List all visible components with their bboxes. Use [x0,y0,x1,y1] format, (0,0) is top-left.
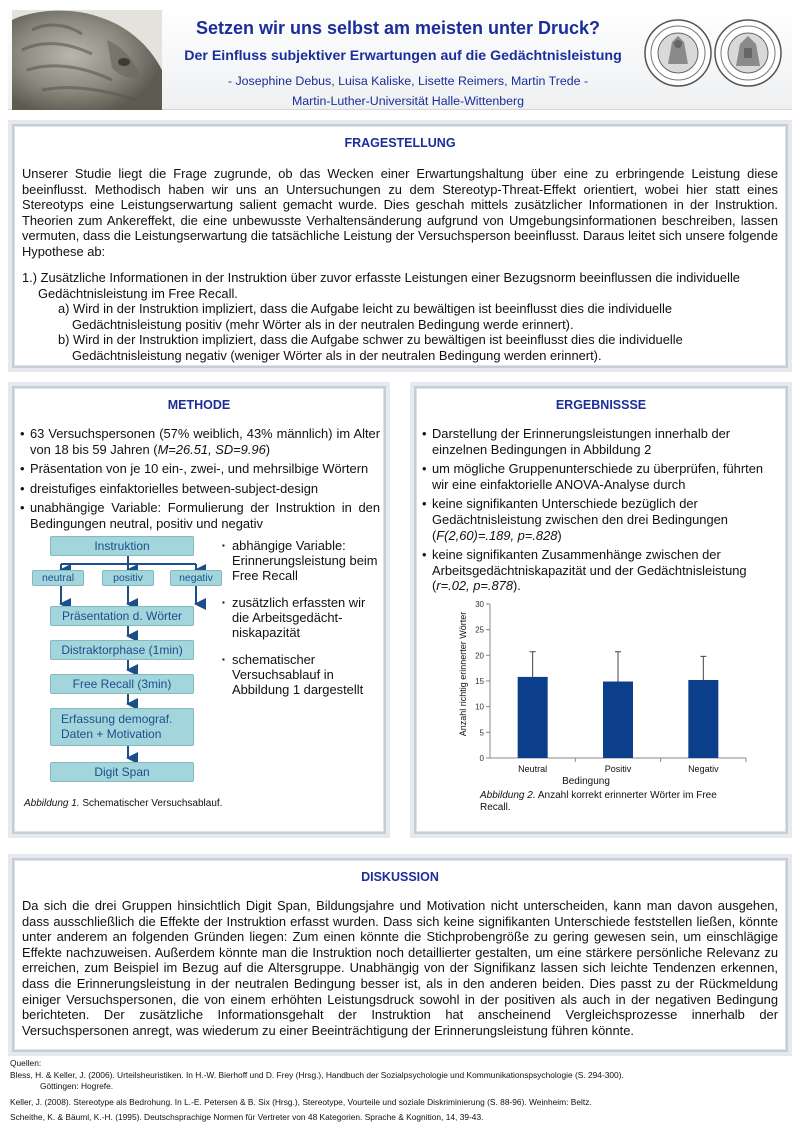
methode-bullet-participants: • 63 Versuchspersonen (57% weiblich, 43% männlich) im Alter von 18 bis 59 Jahren (M=26.51, SD=9.96) [20,426,380,457]
flow-condition-positiv: positiv [102,570,154,586]
poster-university: Martin-Luther-Universität Halle-Wittenberg [291,94,525,108]
poster-header [8,6,792,110]
chart-bar-negativ [688,680,718,758]
diskussion-text: Da sich die drei Gruppen hinsichtlich Digit Span, Bildungsjahre und Motivation nicht unterscheiden, kann man davon ausgehen, dass ausschließlich die Effekte der Instruktion erfasst wurden. Dass sich keine signifikanten Unterschiede feststellen ließen, könnte unter anderem an folgenden Gründen liegen: Zum einen könnte die Stichprobengröße zu gering gewesen sein, um einschlägige Effekte nachzuweisen. Außerdem könnte man die Instruktion noch detaillierter gestalten, um eine stärkere persönliche Relevanz zu erreichen, zum Beispiel im Bezug auf die Altersgruppe. Unabhängig von der Signifikanz lassen sich leichte Tendenzen erkennen, dass die Erinnerungsleistung in der neutralen Bedingung besser ist, als in den anderen beiden. Dies passt zu der Rückmeldung einiger Versuchspersonen, die von einem erhöhten Leistungsdruck sowohl in der positiven als auch in der negativen Bedingung berichteten. Der zusätzliche Informationsgehalt der Instruktion hat anscheinend Vergleichsprozesse innerhalb der Versuchspersonen anregt, was wiederum zu einer Beeinträchtigung der Erinnerungsleistung führen könnte. [22,898,778,1038]
chart-y-tick-label: 0 [479,754,484,763]
chart-x-tick-label: Negativ [688,764,719,774]
ergebnisse-bullet-figure: • Darstellung der Erinnerungsleistungen innerhalb der einzelnen Bedingungen in Abbildung 2 [422,426,782,457]
subhypothesis-a-line2: Gedächtnisleistung positiv (mehr Wörter als in der neutralen Bedingung werde erinnert). [72,316,574,332]
chart-y-tick-label: 10 [475,702,484,712]
reference-bless-keller: Bless, H. & Keller, J. (2006). Urteilsheuristiken. In H.-W. Bierhoff und D. Frey (Hrsg.), Handbuch der Sozialpsychologie und Kommunikationspsychologie (S. 294-300). [10,1069,624,1080]
results-bar-chart-svg [456,594,756,794]
subhypothesis-a [22,301,778,332]
university-seals-image [644,14,784,92]
seal-right-icon [715,20,781,86]
procedure-flow-diagram [41,536,214,798]
chart-x-axis-label: Bedingung [562,776,610,787]
ergebnisse-bullet-anova: • um mögliche Gruppenunterschiede zu überprüfen, führten wir eine einfaktorielle ANOVA-Analyse durch [422,461,782,492]
chart-bar-neutral [518,677,548,758]
methode-bullet-presentation: • Präsentation von je 10 ein-, zwei-, und mehrsilbige Wörtern [20,461,380,477]
hypothesis-block [22,270,778,364]
methode-section [12,386,386,834]
flow-step-instruktion: Instruktion [50,536,194,556]
ergebnisse-bullet-list [422,426,782,598]
poster-authors: - Josephine Debus, Luisa Kaliske, Lisette Reimers, Martin Trede - [227,74,589,88]
correlation-stats: r=.02, p=.878 [436,578,513,594]
subhypothesis-b-line1: b) Wird in der Instruktion impliziert, dass die Aufgabe schwer zu bewältigen ist beeinflusst dies die individuelle [58,332,683,348]
ergebnisse-bullet-no-difference: • keine signifikanten Unterschiede bezüglich der Gedächtnisleistung zwischen den drei Bedingungen (F(2,60)=.189, p=.828) [422,496,782,543]
flow-step-distraktor: Distraktorphase (1min) [50,640,194,660]
methode-side-item-schematic: ▪ schematischer Versuchsablauf in Abbildung 1 dargestellt [222,652,382,697]
flow-step-erfassung-line1: Erfassung demograf. [61,712,173,726]
references [10,1058,790,1124]
chart-y-tick-label: 30 [475,600,484,609]
fragestellung-title: FRAGESTELLUNG [344,136,456,150]
poster-subtitle: Der Einfluss subjektiver Erwartungen auf die Gedächtnisleistung [184,48,622,64]
diskussion-title: DISKUSSION [361,870,439,884]
methode-bullet-list [20,426,380,536]
reference-scheithe-baeuml: Scheithe, K. & Bäuml, K.-H. (1995). Deutschsprachige Normen für Vertreter von 48 Kategorien. Sprache & Kognition, 14, 39-43. [10,1112,484,1123]
methode-bullet-design: • dreistufiges einfaktorielles between-subject-design [20,481,380,497]
chart-bar-positiv [603,682,633,758]
hypothesis-line1: 1.) Zusätzliche Informationen in der Instruktion über zuvor erfasste Leistungen einer Bezugsnorm beeinflussen die individuelle [22,270,740,285]
results-bar-chart [456,594,756,794]
figure2-caption: Abbildung 2. Anzahl korrekt erinnerter Wörter im Free Recall. [480,790,717,813]
flow-condition-neutral: neutral [32,570,84,586]
methode-side-item-dependent-variable: ▪ abhängige Variable: Erinnerungsleistung beim Free Recall [222,538,382,583]
hypothesis-line2: Gedächtnisleistung im Free Recall. [38,285,238,301]
figure1-caption: Abbildung 1. Schematischer Versuchsablauf. [24,798,223,809]
chart-y-tick-label: 5 [479,728,484,738]
fragestellung-intro: Unserer Studie liegt die Frage zugrunde, ob das Wecken einer Erwartungshaltung über eine zu erbringende Leistung diese beeinflusst. Methodisch haben wir uns an Untersuchungen zu dem Stereotyp-Threat-Effekt orientiert, wobei hier statt eines Stereotyps eine Leistungserwartung salient gemacht wurde. Dies geschah mittels zusätzlicher Informationen in der Instruktion. Theorien zum Ankereffekt, die eine unbewusste Verhaltensänderung aufgrund von Umgebungsinformationen beschreiben, lassen vermuten, dass die Leistungserwartung die tatsächliche Leistung der Versuchsperson beeinflusst. Daraus leitet sich unsere folgende Hypothese ab: [22,166,778,259]
chart-x-tick-label: Neutral [518,764,548,774]
chart-y-tick-label: 25 [475,625,484,635]
chart-x-tick-label: Positiv [604,764,632,774]
seal-left-icon [645,20,711,86]
ergebnisse-title: ERGEBNISSSE [555,398,647,412]
flow-step-free-recall: Free Recall (3min) [50,674,194,694]
methode-participant-stats: M=26.51, SD=9.96 [157,441,266,457]
flow-step-erfassung-line2: Daten + Motivation [61,727,162,741]
subhypothesis-b [22,332,778,363]
chart-y-tick-label: 20 [475,651,484,661]
flow-step-praesentation: Präsentation d. Wörter [50,606,194,626]
lion-sculpture-image [12,10,162,110]
anova-stats: F(2,60)=.189, p=.828 [436,527,558,543]
reference-keller: Keller, J. (2008). Stereotype als Bedrohung. In L.-E. Petersen & B. Six (Hrsg.), Stereotype, Vourteile und soziale Diskriminierung (S. 88-96). Weinheim: Beltz. [10,1096,592,1107]
fragestellung-section [12,124,788,368]
flow-step-digit-span: Digit Span [50,762,194,782]
reference-bless-keller-publisher: Göttingen: Hogrefe. [40,1081,114,1092]
references-label: Quellen: [10,1058,42,1068]
chart-y-axis-label: Anzahl richtig erinnerter Wörter [458,611,468,737]
ergebnisse-section [414,386,788,834]
methode-side-list [222,538,382,709]
methode-title: METHODE [167,398,231,412]
flow-condition-negativ: negativ [170,570,222,586]
ergebnisse-bullet-no-correlation: • keine signifikanten Zusammenhänge zwischen der Arbeitsgedächtniskapazität und der Gedächtnisleistung (r=.02, p=.878). [422,547,782,594]
subhypothesis-b-line2: Gedächtnisleistung negativ (weniger Wörter als in der neutralen Bedingung werden erinnert). [72,347,602,363]
methode-side-item-working-memory: ▪ zusätzlich erfassten wir die Arbeitsgedächt-niskapazität [222,595,382,640]
flow-step-erfassung [50,708,194,746]
diskussion-section [12,858,788,1052]
subhypothesis-a-line1: a) Wird in der Instruktion impliziert, dass die Aufgabe leicht zu bewältigen ist beeinflusst dies die individuelle [58,301,673,317]
poster-title: Setzen wir uns selbst am meisten unter Druck? [195,18,601,38]
chart-y-tick-label: 15 [475,677,484,686]
methode-bullet-independent-variable: • unabhängige Variable: Formulierung der Instruktion in den Bedingungen neutral, positiv und negativ [20,500,380,531]
